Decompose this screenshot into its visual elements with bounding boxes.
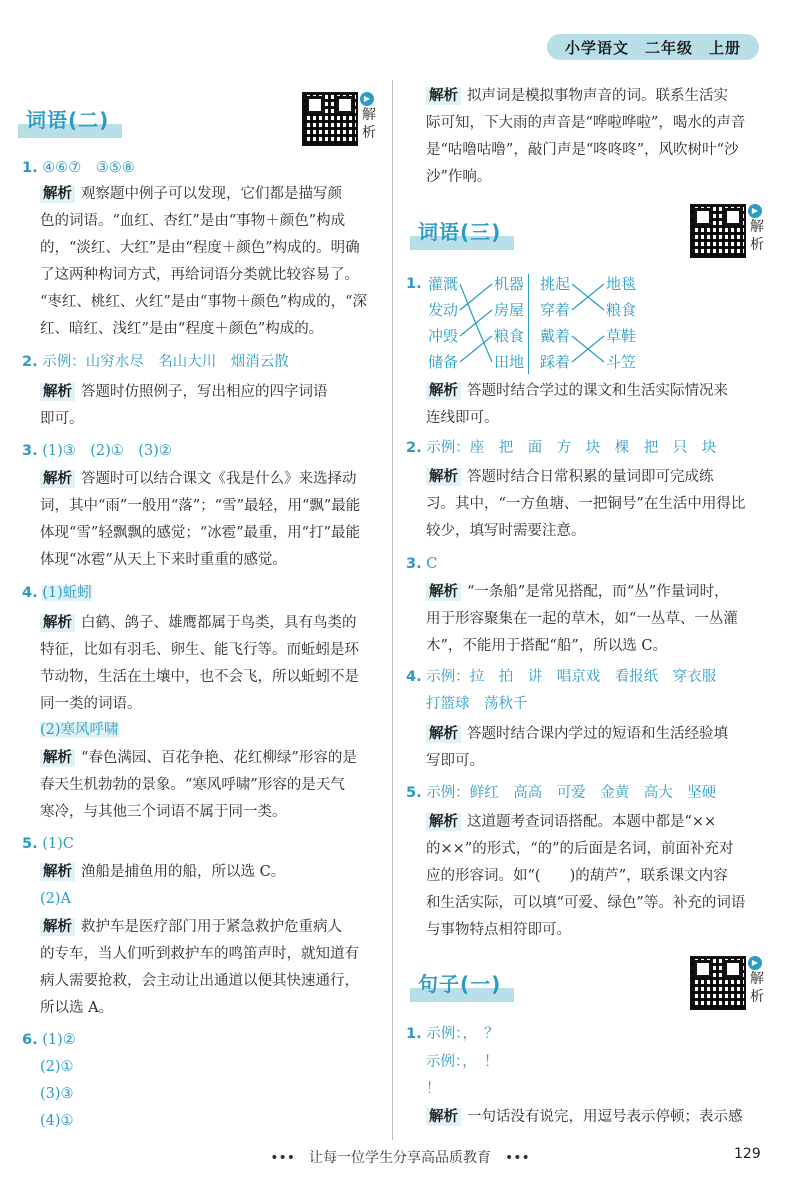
question-4-r: 4. 示例：拉 拍 讲 唱京戏 看报纸 穿衣服 — [406, 669, 717, 685]
match-mid-3[interactable]: 粮食 — [494, 327, 525, 345]
question-2: 2. 示例：山穷水尽 名山大川 烟消云散 — [22, 354, 289, 370]
match-right-4[interactable]: 斗笠 — [606, 353, 637, 371]
question-4: 4. (1)蚯蚓 — [22, 585, 92, 601]
qr-label: 解析 — [362, 107, 376, 141]
qr-label: 解析 — [750, 971, 764, 1005]
question-1-r: 1. — [406, 276, 422, 292]
section-title-juzi-1: 句子(一) — [410, 968, 550, 1004]
section-title-ciyu-2: 词语(二) — [18, 104, 158, 140]
match-left-1[interactable]: 灌溉 — [428, 275, 459, 293]
play-icon: ▶ — [748, 204, 762, 218]
play-icon: ▶ — [360, 92, 374, 106]
match-mid2-4[interactable]: 踩着 — [540, 353, 571, 371]
match-left-2[interactable]: 发动 — [428, 301, 459, 319]
match-mid2-3[interactable]: 戴着 — [540, 327, 571, 345]
match-line-4 — [460, 336, 492, 362]
page-number: 129 — [734, 1146, 761, 1162]
question-3-r: 3. C — [406, 556, 438, 572]
sentence-question-1: 1. 示例：， ？ — [406, 1026, 499, 1042]
qr-label: 解析 — [750, 219, 764, 253]
footer-slogan: ••• 让每一位学生分享高品质教育 ••• — [270, 1150, 530, 1166]
question-1: 1. ④⑥⑦ ③⑤⑧ — [22, 160, 135, 176]
question-2-r: 2. 示例：座 把 面 方 块 棵 把 只 块 — [406, 440, 717, 456]
qr-code-icon[interactable] — [690, 956, 746, 1010]
match-left-3[interactable]: 冲毁 — [428, 327, 459, 345]
question-3: 3. (1)③ (2)① (3)② — [22, 443, 172, 459]
question-6: 6. (1)② — [22, 1032, 76, 1048]
play-icon: ▶ — [748, 956, 762, 970]
match-right-1[interactable]: 地毯 — [606, 275, 637, 293]
question-5: 5. (1)C — [22, 836, 74, 852]
section-title-ciyu-3: 词语(三) — [410, 216, 550, 252]
book-header-tag: 小学语文 二年级 上册 — [547, 34, 759, 60]
question-5-r: 5. 示例：鲜红 高高 可爱 金黄 高大 坚硬 — [406, 785, 717, 801]
match-right-3[interactable]: 草鞋 — [606, 327, 637, 345]
match-line-3 — [460, 310, 492, 336]
match-mid-4[interactable]: 田地 — [494, 353, 525, 371]
match-mid-2[interactable]: 房屋 — [494, 301, 525, 319]
match-mid2-2[interactable]: 穿着 — [540, 301, 571, 319]
match-lines — [0, 0, 800, 400]
match-right-2[interactable]: 粮食 — [606, 301, 637, 319]
match-mid-1[interactable]: 机器 — [494, 275, 525, 293]
match-mid2-1[interactable]: 挑起 — [540, 275, 571, 293]
match-left-4[interactable]: 储备 — [428, 353, 459, 371]
